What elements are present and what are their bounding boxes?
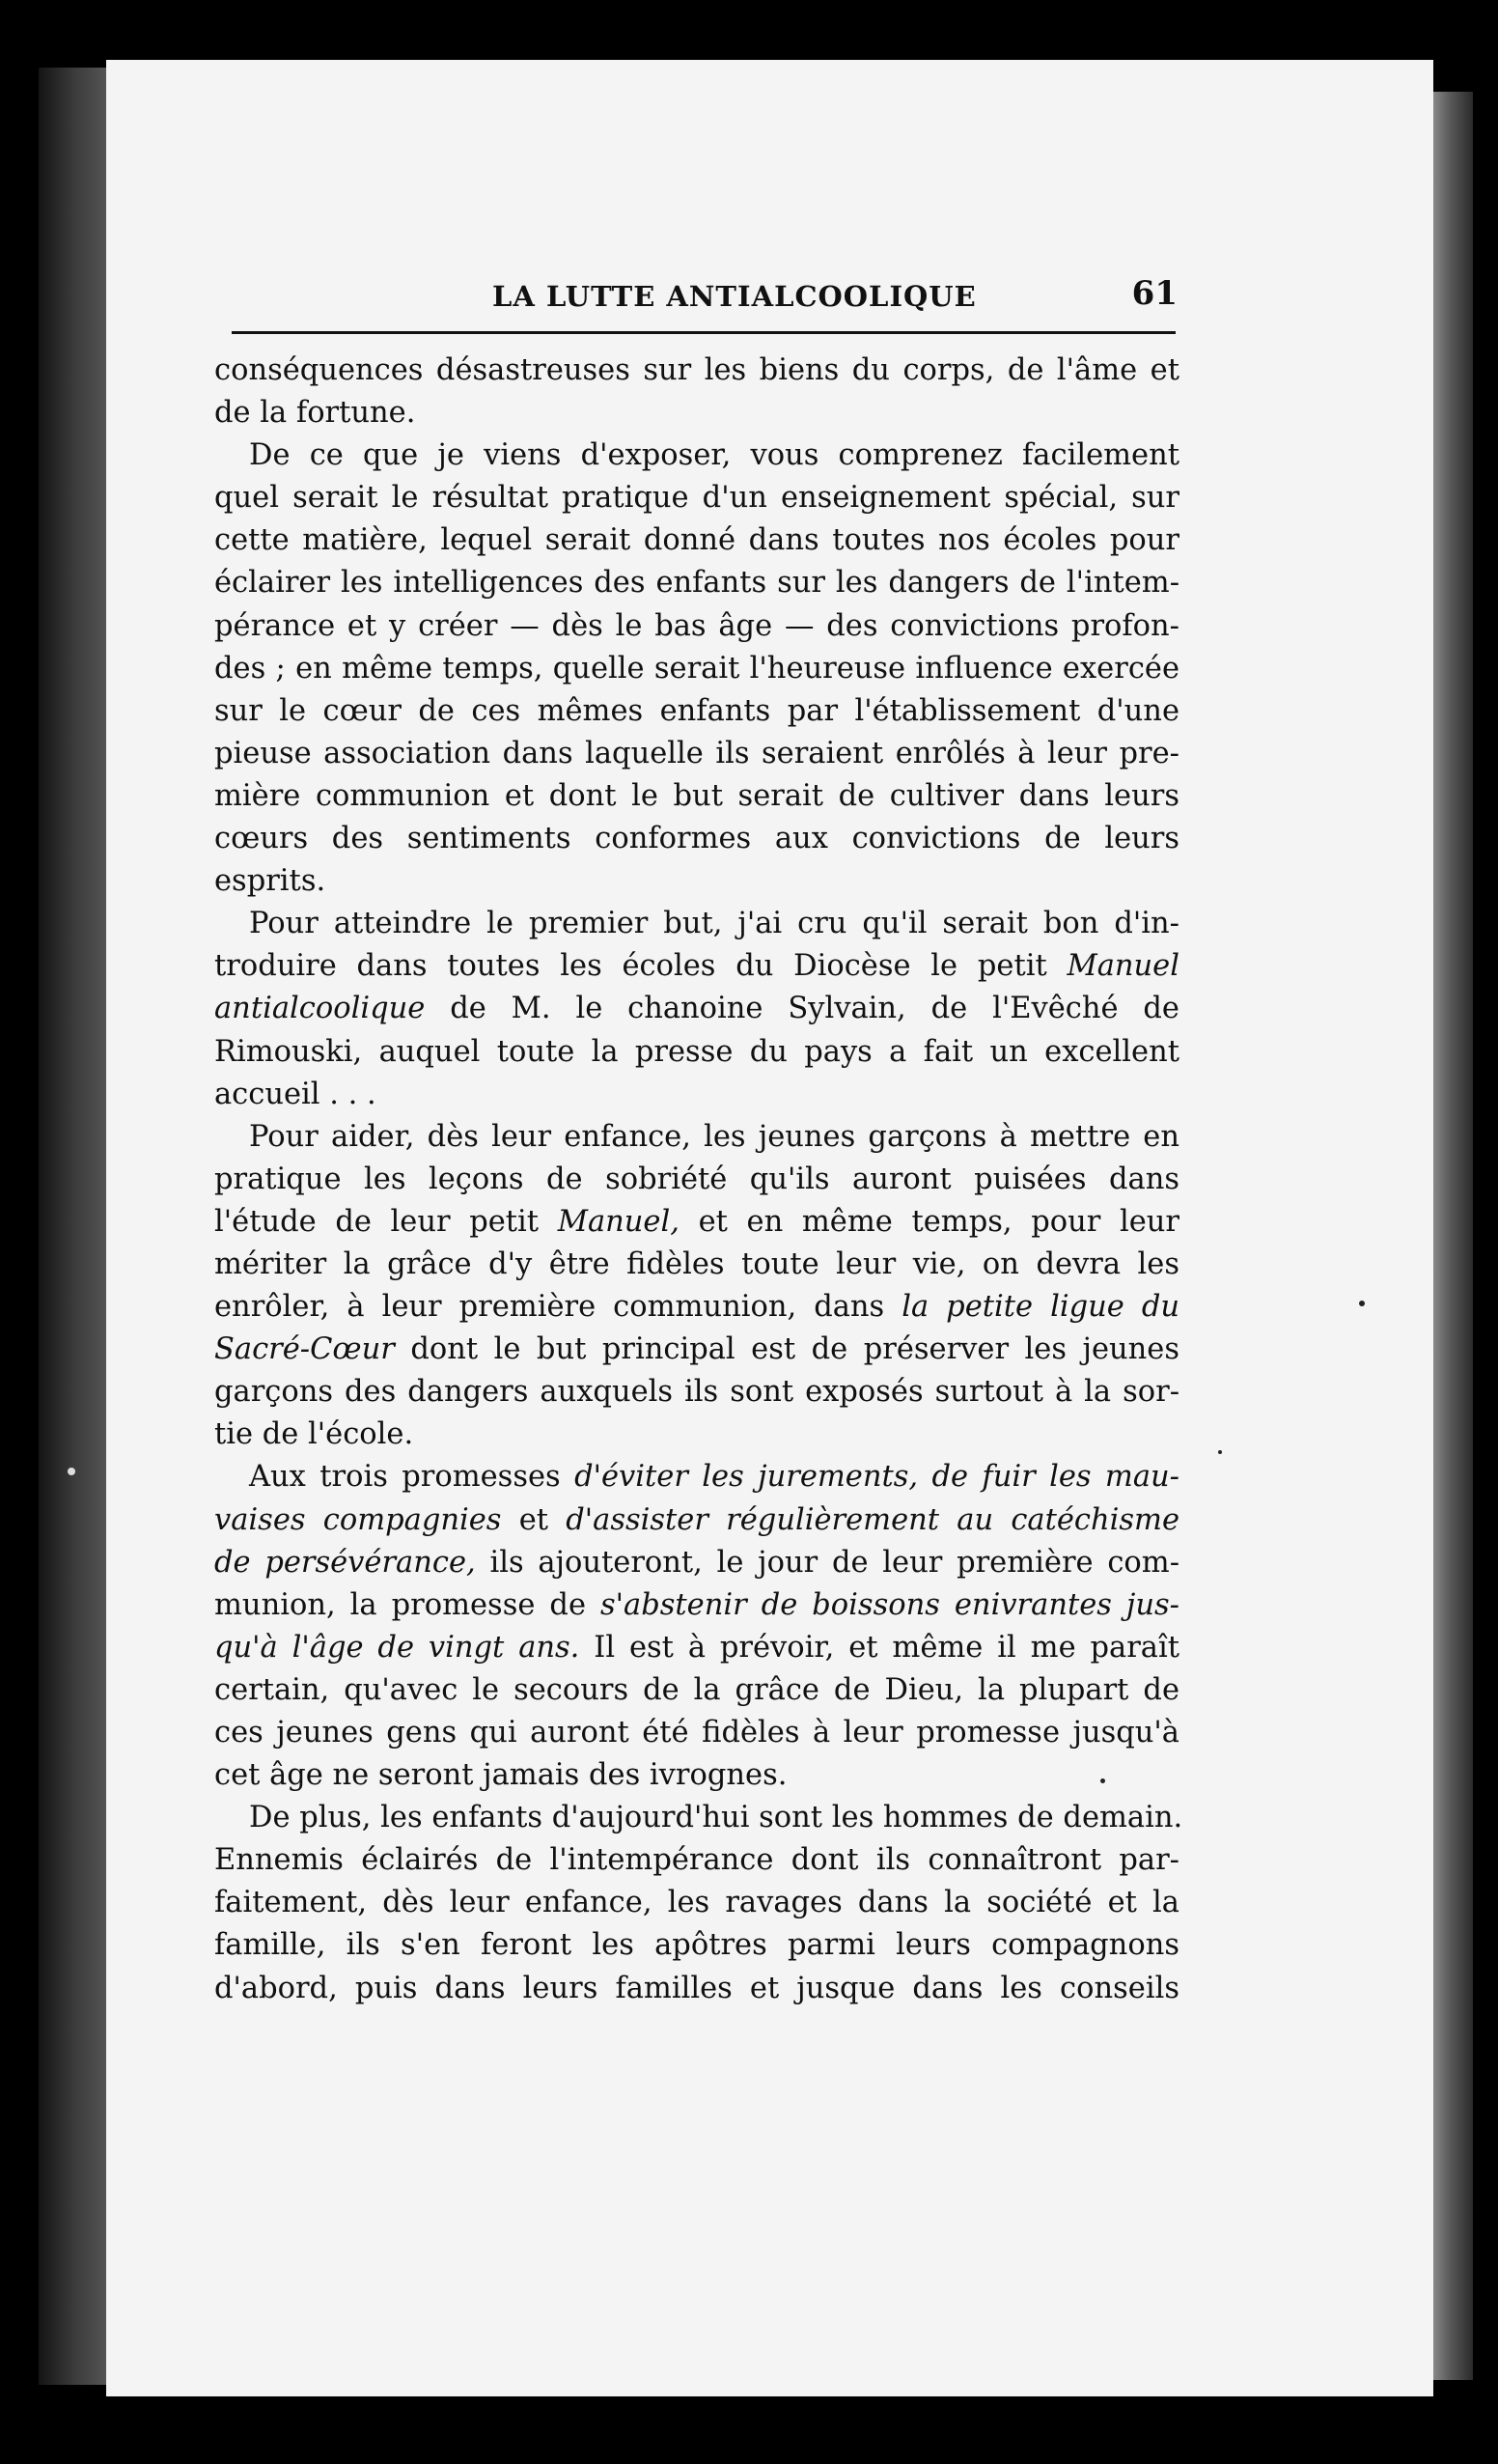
text-segment: pérance et y créer — dès le bas âge — des convictions profon- [214,608,1179,643]
text-segment: Ennemis éclairés de l'intempérance dont ils connaîtront par- [214,1843,1179,1878]
italic-text-segment: la petite ligue du [902,1290,1179,1325]
text-segment: De ce que je viens d'exposer, vous comprenez facilement [249,438,1179,473]
ink-speck [1359,1301,1365,1306]
text-line [214,988,1179,1030]
text-segment: troduire dans toutes les écoles du Diocèse le petit [214,949,1068,984]
text-segment: famille, ils s'en feront les apôtres parmi leurs compagnons [214,1928,1179,1963]
text-segment: mériter la grâce d'y être fidèles toute leur vie, on devra les [214,1246,1179,1281]
italic-text-segment: d'assister régulièrement au catéchisme [566,1502,1180,1537]
text-line [214,1839,1179,1882]
ink-speck [1218,1450,1222,1454]
text-line [214,1201,1179,1244]
italic-text-segment: de persévérance, [214,1545,476,1580]
italic-text-segment: vaises compagnies [214,1502,502,1537]
header-rule [232,331,1176,334]
text-segment: ils ajouteront, le jour de leur première com- [475,1545,1180,1580]
text-segment: enrôler, à leur première communion, dans [214,1290,902,1325]
text-segment: cet âge ne seront jamais des ivrognes. [214,1758,788,1793]
text-segment: ces jeunes gens qui auront été fidèles à leur promesse jusqu'à [214,1716,1179,1750]
text-segment: dont le but principal est de préserver les jeunes [394,1332,1179,1367]
text-line [214,350,1179,392]
text-segment: faitement, dès leur enfance, les ravages dans la société et la [214,1886,1179,1920]
text-line [214,562,1179,604]
text-segment: éclairer les intelligences des enfants sur les dangers de l'intem- [214,566,1179,601]
text-segment: conséquences désastreuses sur les biens du corps, de l'âme et [214,353,1179,387]
running-head: LA LUTTE ANTIALCOOLIQUE [492,280,977,313]
text-line [214,1031,1179,1074]
text-segment: mière communion et dont le but serait de cultiver dans leurs [214,778,1179,813]
text-line [214,392,1179,434]
text-line [214,648,1179,690]
italic-text-segment: Manuel [1067,949,1179,984]
text-segment: cette matière, lequel serait donné dans toutes nos écoles pour [214,523,1179,558]
text-segment: et [501,1502,567,1537]
text-line [214,1712,1179,1754]
text-line [214,1584,1179,1627]
italic-text-segment: d'éviter les jurements, de fuir les mau- [574,1460,1179,1495]
text-line [214,1329,1179,1371]
text-segment: des ; en même temps, quelle serait l'heureuse influence exercée [214,651,1179,686]
italic-text-segment: Sacré-Cœur [214,1332,395,1367]
text-segment: De plus, les enfants d'aujourd'hui sont les hommes de demain. [249,1801,1183,1835]
text-line [214,1542,1179,1584]
text-segment: munion, la promesse de [214,1587,600,1622]
text-segment: cœurs des sentiments conformes aux convictions de leurs [214,822,1179,856]
text-line [214,775,1179,818]
ink-speck [68,1468,75,1475]
text-segment: de la fortune. [214,396,416,431]
text-line [214,1669,1179,1712]
text-line [214,1627,1179,1669]
text-segment: Il est à prévoir, et même il me paraît [579,1630,1179,1665]
text-segment: Aux trois promesses [249,1460,575,1495]
text-segment: l'étude de leur petit [214,1204,558,1239]
text-line [214,605,1179,648]
italic-text-segment: s'abstenir de boissons enivrantes jus- [600,1587,1179,1622]
text-segment: d'abord, puis dans leurs familles et jusque dans les conseils [214,1971,1179,2005]
text-line [214,1456,1179,1498]
text-line [214,818,1179,860]
italic-text-segment: qu'à l'âge de vingt ans. [214,1630,580,1665]
text-segment: certain, qu'avec le secours de la grâce de Dieu, la plupart de [214,1672,1179,1707]
page-header [232,268,1178,326]
text-segment: pratique les leçons de sobriété qu'ils auront puisées dans [214,1162,1179,1196]
body-text [214,350,1183,2010]
text-line [214,1371,1179,1414]
text-segment: et en même temps, pour leur [679,1204,1179,1239]
text-line [214,1924,1179,1967]
text-line [214,860,1179,903]
text-segment: Rimouski, auquel toute la presse du pays a fait un excellent [214,1034,1179,1069]
book-page-edges [1427,92,1473,2380]
text-segment: Pour aider, dès leur enfance, les jeunes garçons à mettre en [249,1119,1179,1154]
text-line [214,1414,1179,1456]
text-line [214,1244,1179,1286]
book-gutter-shadow [39,68,116,2385]
page-number: 61 [1131,274,1178,313]
text-segment: accueil . . . [214,1077,376,1111]
text-line [214,1499,1179,1542]
text-line [214,1968,1179,2010]
text-line [214,1159,1179,1201]
text-line [214,434,1179,477]
text-segment: Pour atteindre le premier but, j'ai cru qu'il serait bon d'in- [249,907,1179,941]
text-line [214,519,1179,562]
text-line [214,1882,1179,1924]
text-line [214,1797,1183,1839]
text-line [214,1286,1179,1329]
italic-text-segment: Manuel, [557,1204,680,1239]
text-line [214,690,1179,733]
text-segment: de M. le chanoine Sylvain, de l'Evêché de [425,992,1179,1026]
text-segment: pieuse association dans laquelle ils seraient enrôlés à leur pre- [214,736,1179,770]
text-line [214,903,1179,945]
text-line [214,1754,1179,1797]
text-line [214,477,1179,519]
text-segment: garçons des dangers auxquels ils sont exposés surtout à la sor- [214,1375,1179,1410]
text-segment: quel serait le résultat pratique d'un enseignement spécial, sur [214,481,1179,516]
text-segment: esprits. [214,864,326,899]
text-line [214,1116,1179,1159]
italic-text-segment: antialcoolique [214,992,426,1026]
text-line [214,945,1179,988]
text-line [214,733,1179,775]
text-segment: sur le cœur de ces mêmes enfants par l'établissement d'une [214,693,1179,728]
text-line [214,1074,1179,1116]
text-segment: tie de l'école. [214,1417,414,1452]
